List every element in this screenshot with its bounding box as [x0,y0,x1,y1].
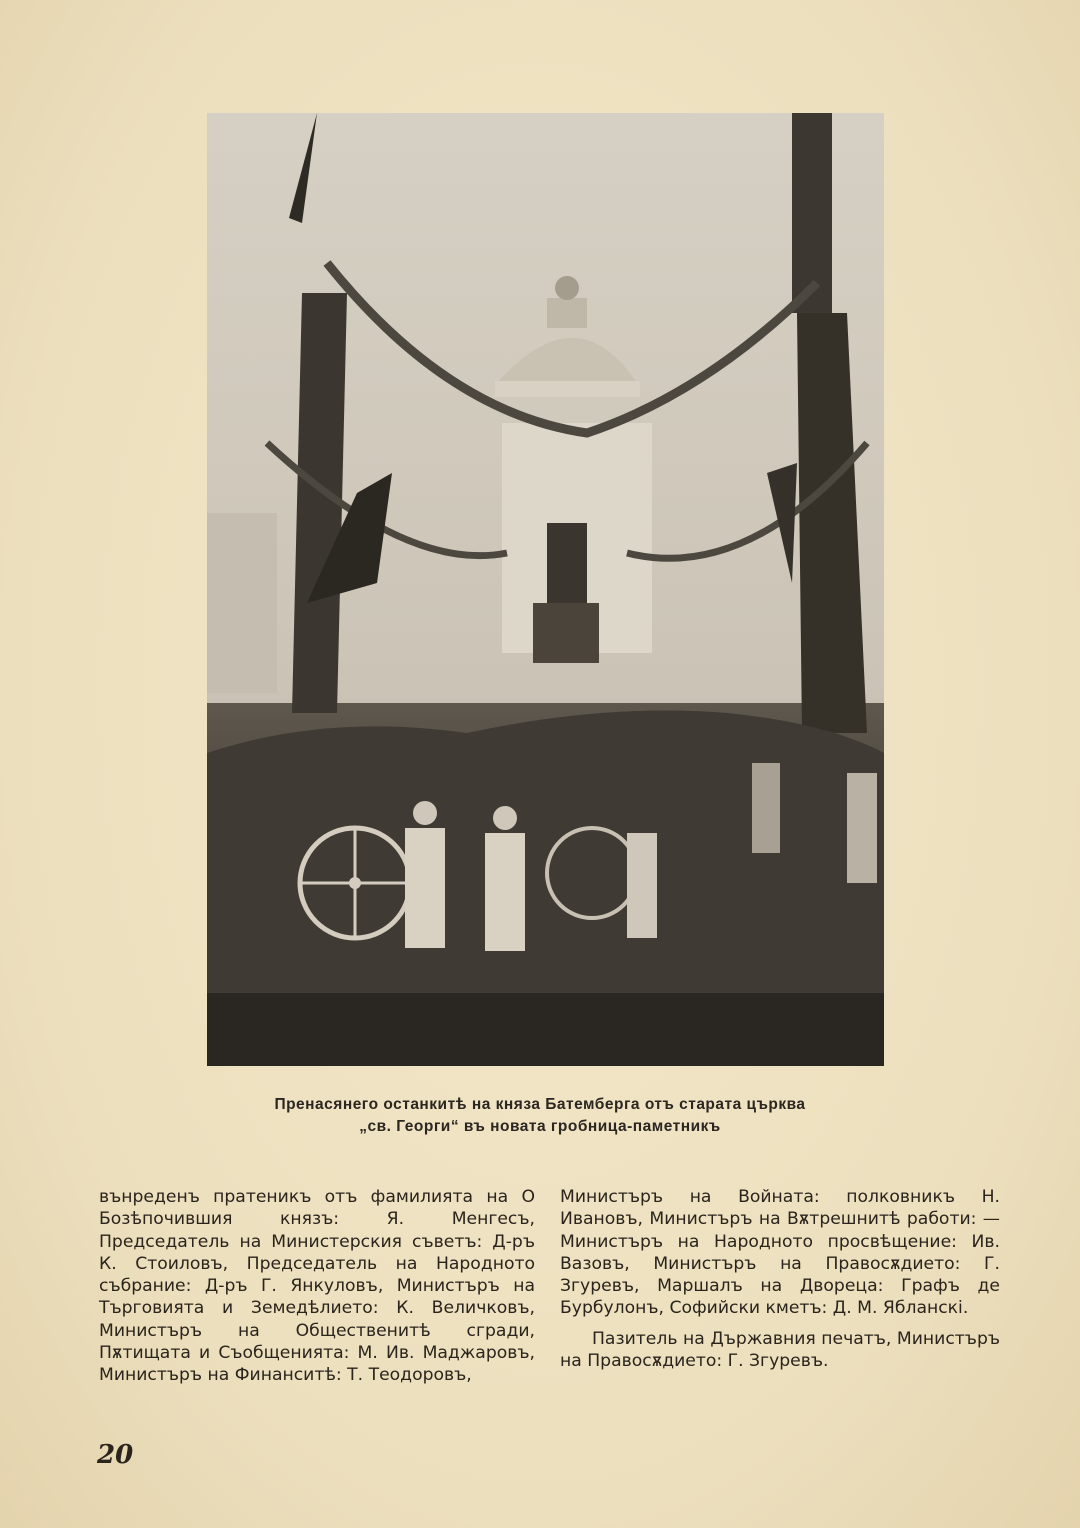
text-column-left [99,1186,535,1387]
page-number: 20 [97,1440,134,1470]
photo-caption [150,1094,930,1138]
text-column-right [560,1186,1000,1372]
right-paragraph-2: Пазитель на Държавния печатъ, Министъръ на Правосѫдието: Г. Згуревъ. [560,1328,1000,1372]
caption-line-2: „св. Георги“ въ новата гробница-паметникъ [359,1118,721,1135]
right-paragraph-1: Министъръ на Войната: полковникъ Н. Ивановъ, Министъръ на Вѫтрешнитѣ работи: — Министъръ на Народното просвѣщение: Ив. Вазовъ, Министъръ на Правосѫдието: Г. Згуревъ, Маршалъ на Двореца: Графъ де Бурбулонъ, Софийски кметъ: Д. М. Ябланскi. [560,1187,1000,1319]
caption-line-1: Пренасянего останкитѣ на княза Батемберга отъ старата църква [274,1096,806,1113]
ceremony-photo-icon [207,113,884,1066]
left-paragraph: вънреденъ пратеникъ отъ фамилията на О Бозѣпочившия князъ: Я. Менгесъ, Председатель на Министерския съветъ: Д-ръ К. Стоиловъ, Председатель на Народното събрание: Д-ръ Г. Янкуловъ, Министъръ на Търговията и Земедѣлието: К. Величковъ, Министъръ на Общественитѣ сгради, Пѫтищата и Съобщенията: М. Ив. Маджаровъ, Министъръ на Финанситѣ: Т. Теодоровъ, [99,1187,535,1386]
ceremony-photo [207,113,884,1066]
